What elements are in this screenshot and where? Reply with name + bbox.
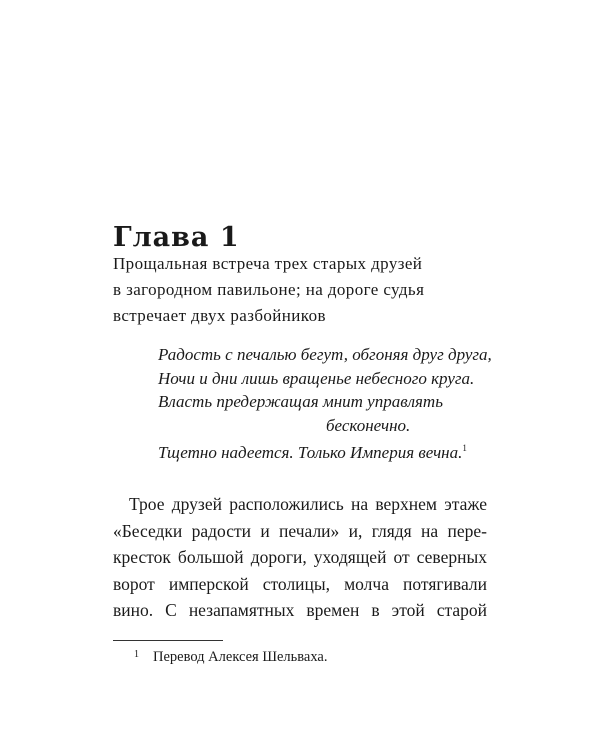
epigraph-line: Радость с печалью бегут, обгоняя друг друга, (158, 345, 492, 364)
footnote (134, 649, 327, 666)
body-line: ворот имперской столицы, молча потягивали (113, 573, 487, 594)
subtitle-line: встречает двух разбойников (113, 306, 326, 325)
body-line: вино. С незапамятных времен в этой старой (113, 600, 487, 620)
footnote-number: 1 (134, 649, 139, 660)
epigraph-line: бесконечно. (326, 415, 411, 435)
subtitle-line: в загородном павильоне; на дороге судья (113, 280, 425, 299)
footnote-text: Перевод Алексея Шельваха. (153, 649, 328, 665)
epigraph-line: Власть предержащая мнит управлять (158, 392, 443, 411)
body-line: кресток большой дороги, уходящей от северных (113, 547, 487, 567)
epigraph-line-text: Тщетно надеется. Только Империя вечна. (158, 443, 463, 462)
body-line: Трое друзей расположились на верхнем этаже (129, 494, 487, 514)
subtitle-line: Прощальная встреча трех старых друзей (113, 254, 423, 273)
footnote-divider (113, 640, 223, 641)
epigraph-line: Ночи и дни лишь вращенье небесного круга. (158, 368, 475, 388)
epigraph-last-line (158, 437, 498, 465)
footnote-ref: 1 (462, 443, 467, 453)
epigraph (158, 343, 498, 465)
body-paragraph (113, 491, 487, 624)
body-line: «Беседки радости и печали» и, глядя на пере- (113, 520, 487, 541)
chapter-subtitle (113, 251, 493, 329)
chapter-title: Глава 1 (113, 222, 240, 253)
